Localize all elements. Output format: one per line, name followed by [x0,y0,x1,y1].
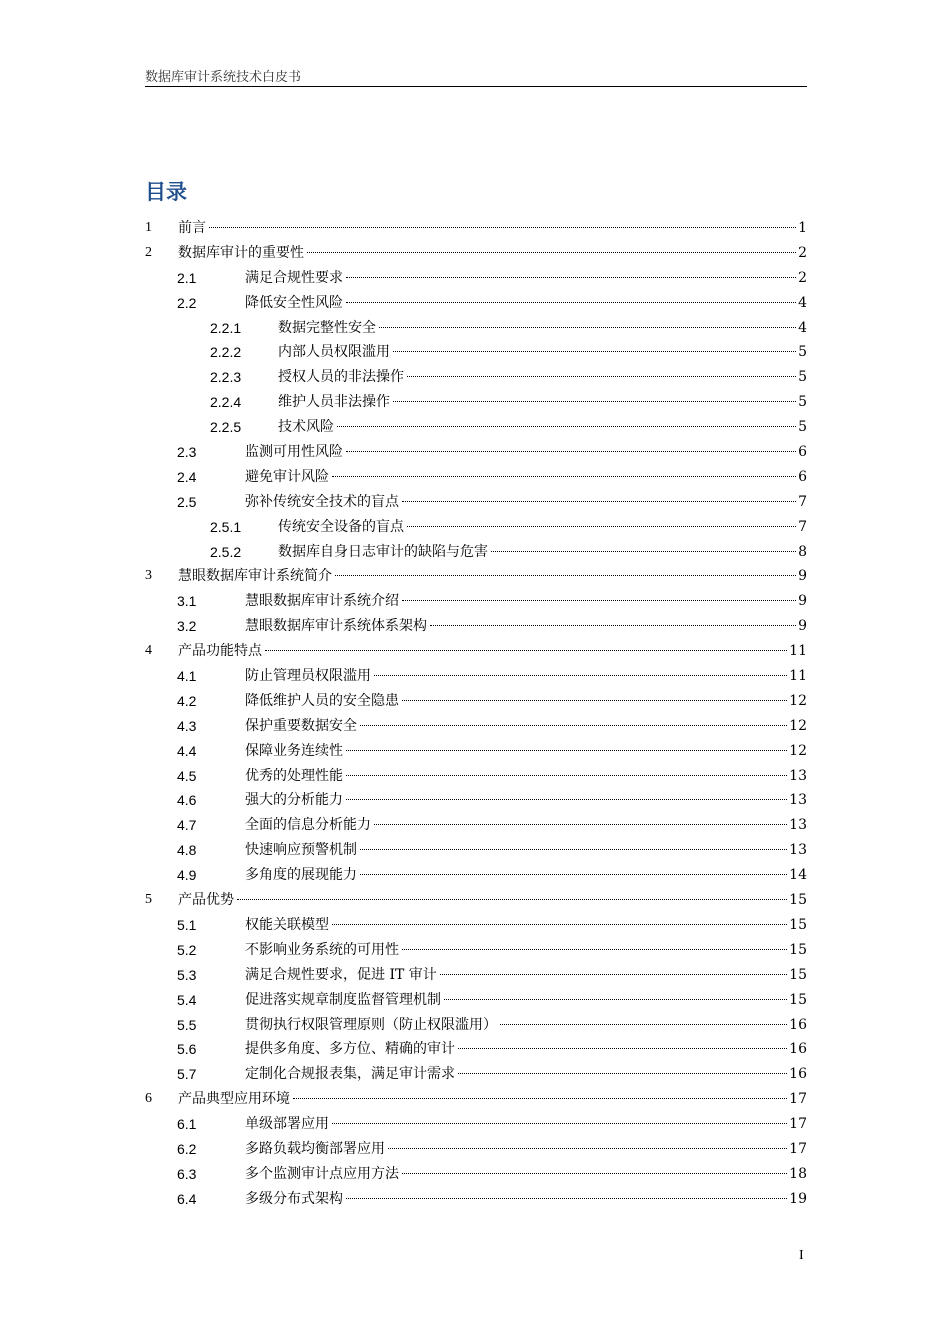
dot-leader [360,874,787,875]
toc-entry-title: 产品典型应用环境 [178,1091,290,1108]
toc-entry[interactable] [145,938,807,963]
toc-entry-number: 5.7 [177,1066,197,1083]
dot-leader [335,575,796,576]
toc-entry-number: 5.2 [177,941,197,958]
toc-entry[interactable] [145,1087,807,1112]
toc-entry[interactable] [145,564,807,589]
dot-leader [402,501,796,502]
toc-entry-number: 5.6 [177,1041,197,1058]
toc-entry[interactable] [145,291,807,316]
toc-entry-page: 15 [789,941,807,958]
toc-entry-page: 1 [798,220,807,236]
toc-entry-page: 7 [798,518,807,535]
toc-entry-page: 5 [798,419,807,436]
toc-entry-page: 4 [798,294,807,311]
toc-entry-title: 定制化合规报表集，满足审计需求 [245,1066,455,1083]
toc-entry[interactable] [145,988,807,1013]
toc-entry-number: 5 [145,892,152,908]
toc-entry-page: 13 [789,767,807,784]
toc-entry-number: 2.5.1 [210,518,242,535]
page-header [145,66,807,87]
toc-entry-page: 11 [789,668,807,685]
toc-entry-number: 2.2 [177,294,197,311]
dot-leader [360,849,787,850]
toc-entry-page: 9 [798,568,807,585]
dot-leader [440,974,787,975]
toc-entry-title: 快速响应预警机制 [245,842,357,859]
toc-entry-number: 2.2.1 [210,319,242,336]
toc-entry-title: 降低安全性风险 [245,294,343,311]
toc-entry-title: 数据库审计的重要性 [178,244,304,261]
toc-entry-page: 5 [798,394,807,411]
toc-entry-page: 8 [798,543,807,560]
dot-leader [332,1123,787,1124]
toc-entry-number: 2 [145,244,152,260]
toc-entry-number: 2.5.2 [210,543,242,560]
toc-entry[interactable] [145,390,807,415]
toc-entry-page: 17 [789,1091,807,1108]
toc-entry-title: 传统安全设备的盲点 [278,518,404,535]
dot-leader [346,775,787,776]
toc-entry-title: 数据完整性安全 [278,319,376,336]
header-title: 数据库审计系统技术白皮书 [145,70,302,85]
toc-entry-title: 授权人员的非法操作 [278,369,404,386]
toc-entry-title: 内部人员权限滥用 [278,344,390,361]
dot-leader [407,526,796,527]
toc-entry-number: 2.2.3 [210,369,242,386]
toc-entry-page: 16 [789,1041,807,1058]
toc-entry-title: 避免审计风险 [245,468,329,485]
toc-entry-title: 保障业务连续性 [245,742,343,759]
toc-entry[interactable] [145,365,807,390]
toc-entry-number: 2.3 [177,444,197,461]
toc-entry-title: 防止管理员权限滥用 [245,668,371,685]
toc-entry[interactable] [145,1013,807,1038]
toc-entry-number: 4 [145,643,152,659]
toc-entry[interactable] [145,614,807,639]
dot-leader [374,824,787,825]
toc-entry-page: 2 [798,244,807,261]
toc-entry-page: 17 [789,1140,807,1157]
dot-leader [393,351,796,352]
toc-entry-page: 4 [798,319,807,336]
toc-entry[interactable] [145,714,807,739]
toc-entry-page: 6 [798,468,807,485]
table-of-contents [145,216,807,1212]
toc-entry-number: 5.4 [177,991,197,1008]
toc-entry-page: 9 [798,593,807,610]
toc-entry-number: 4.9 [177,867,197,884]
toc-entry[interactable] [145,739,807,764]
toc-entry[interactable] [145,216,807,241]
toc-entry-page: 16 [789,1066,807,1083]
toc-entry-page: 11 [789,643,807,660]
toc-entry-page: 15 [789,991,807,1008]
toc-entry-number: 5.5 [177,1016,197,1033]
dot-leader [402,1173,787,1174]
toc-entry-number: 6.4 [177,1190,197,1207]
toc-entry-title: 多角度的展现能力 [245,867,357,884]
toc-entry[interactable] [145,540,807,565]
toc-entry-page: 7 [798,493,807,510]
toc-entry-page: 9 [798,618,807,635]
toc-entry[interactable] [145,241,807,266]
toc-entry-title: 产品优势 [178,892,234,909]
dot-leader [346,277,796,278]
toc-entry-title: 强大的分析能力 [245,792,343,809]
toc-entry[interactable] [145,813,807,838]
toc-entry-title: 单级部署应用 [245,1116,329,1133]
dot-leader [337,426,796,427]
toc-entry-page: 12 [789,742,807,759]
toc-entry[interactable] [145,639,807,664]
dot-leader [307,252,796,253]
toc-entry-number: 4.1 [177,668,197,685]
toc-entry-page: 15 [789,916,807,933]
toc-entry[interactable] [145,664,807,689]
toc-entry-title: 全面的信息分析能力 [245,817,371,834]
dot-leader [237,899,787,900]
toc-entry-number: 2.2.2 [210,344,242,361]
dot-leader [402,600,796,601]
toc-entry-page: 5 [798,369,807,386]
toc-entry[interactable] [145,266,807,291]
toc-entry-number: 4.6 [177,792,197,809]
toc-entry-page: 12 [789,717,807,734]
toc-entry-title: 满足合规性要求 [245,269,343,286]
dot-leader [346,750,787,751]
toc-entry[interactable] [145,689,807,714]
toc-entry-title: 优秀的处理性能 [245,767,343,784]
toc-entry-number: 6 [145,1091,152,1107]
toc-entry-page: 6 [798,444,807,461]
toc-entry-number: 4.4 [177,742,197,759]
toc-entry-page: 13 [789,792,807,809]
toc-entry-page: 12 [789,692,807,709]
toc-entry[interactable] [145,913,807,938]
toc-entry[interactable] [145,415,807,440]
toc-entry-number: 2.4 [177,468,197,485]
toc-entry-title: 满足合规性要求，促进 IT 审计 [245,966,437,983]
toc-entry[interactable] [145,1062,807,1087]
toc-entry-title: 降低维护人员的安全隐患 [245,692,399,709]
dot-leader [393,401,796,402]
toc-entry-title: 权能关联模型 [245,916,329,933]
toc-entry-number: 3.1 [177,593,197,610]
toc-entry-page: 5 [798,344,807,361]
toc-entry-title: 多路负载均衡部署应用 [245,1140,385,1157]
toc-entry-title: 监测可用性风险 [245,444,343,461]
dot-leader [500,1024,787,1025]
toc-entry[interactable] [145,316,807,341]
toc-entry[interactable] [145,1187,807,1212]
toc-entry[interactable] [145,788,807,813]
dot-leader [265,650,787,651]
dot-leader [332,924,787,925]
toc-entry-number: 2.1 [177,269,197,286]
toc-entry-page: 16 [789,1016,807,1033]
toc-entry-number: 6.2 [177,1140,197,1157]
toc-entry-number: 5.3 [177,966,197,983]
dot-leader [346,1198,787,1199]
toc-entry[interactable] [145,1112,807,1137]
dot-leader [402,700,787,701]
toc-entry-title: 慧眼数据库审计系统体系架构 [245,618,427,635]
toc-entry-page: 19 [789,1190,807,1207]
dot-leader [388,1148,787,1149]
toc-entry-number: 6.3 [177,1165,197,1182]
toc-entry[interactable] [145,764,807,789]
toc-entry-number: 6.1 [177,1116,197,1133]
dot-leader [209,227,796,228]
toc-entry-number: 4.5 [177,767,197,784]
dot-leader [332,476,796,477]
toc-entry-title: 慧眼数据库审计系统介绍 [245,593,399,610]
toc-entry-title: 不影响业务系统的可用性 [245,941,399,958]
toc-entry[interactable] [145,1137,807,1162]
toc-entry-title: 技术风险 [278,419,334,436]
toc-entry-number: 4.2 [177,692,197,709]
dot-leader [346,799,787,800]
toc-entry-title: 慧眼数据库审计系统简介 [178,568,332,585]
toc-entry-page: 18 [789,1165,807,1182]
dot-leader [402,949,787,950]
toc-entry-number: 2.2.4 [210,394,242,411]
toc-entry[interactable] [145,963,807,988]
toc-heading: 目录 [145,180,187,204]
toc-entry-page: 15 [789,892,807,909]
dot-leader [360,725,787,726]
dot-leader [458,1048,787,1049]
dot-leader [458,1073,787,1074]
dot-leader [444,999,787,1000]
toc-entry[interactable] [145,490,807,515]
dot-leader [346,451,796,452]
toc-entry[interactable] [145,838,807,863]
toc-entry-number: 3 [145,568,152,584]
toc-entry-title: 多个监测审计点应用方法 [245,1165,399,1182]
toc-entry-page: 2 [798,269,807,286]
footer-page-number: I [799,1248,804,1263]
toc-entry-page: 14 [789,867,807,884]
toc-entry-page: 17 [789,1116,807,1133]
dot-leader [346,302,796,303]
toc-entry-title: 维护人员非法操作 [278,394,390,411]
toc-entry[interactable] [145,515,807,540]
toc-entry[interactable] [145,340,807,365]
toc-entry-number: 4.7 [177,817,197,834]
toc-entry[interactable] [145,589,807,614]
toc-entry-title: 提供多角度、多方位、精确的审计 [245,1041,455,1058]
toc-entry-number: 3.2 [177,618,197,635]
toc-entry-number: 2.2.5 [210,419,242,436]
toc-entry-number: 4.8 [177,842,197,859]
toc-entry[interactable] [145,863,807,888]
toc-entry[interactable] [145,1037,807,1062]
toc-entry[interactable] [145,1162,807,1187]
dot-leader [491,551,796,552]
dot-leader [293,1098,787,1099]
toc-entry-title: 产品功能特点 [178,643,262,660]
toc-entry-title: 贯彻执行权限管理原则（防止权限滥用） [245,1016,497,1033]
toc-entry-number: 4.3 [177,717,197,734]
toc-entry-title: 促进落实规章制度监督管理机制 [245,991,441,1008]
toc-entry-number: 2.5 [177,493,197,510]
toc-entry-page: 15 [789,966,807,983]
toc-entry-number: 5.1 [177,916,197,933]
toc-entry-number: 1 [145,220,152,235]
dot-leader [407,376,796,377]
toc-entry[interactable] [145,465,807,490]
toc-entry-title: 多级分布式架构 [245,1190,343,1207]
dot-leader [430,625,796,626]
toc-entry[interactable] [145,440,807,465]
toc-entry-title: 保护重要数据安全 [245,717,357,734]
toc-entry[interactable] [145,888,807,913]
toc-entry-title: 弥补传统安全技术的盲点 [245,493,399,510]
toc-entry-page: 13 [789,817,807,834]
dot-leader [374,675,787,676]
toc-entry-page: 13 [789,842,807,859]
dot-leader [379,327,796,328]
toc-entry-title: 数据库自身日志审计的缺陷与危害 [278,543,488,560]
toc-entry-title: 前言 [178,220,206,236]
